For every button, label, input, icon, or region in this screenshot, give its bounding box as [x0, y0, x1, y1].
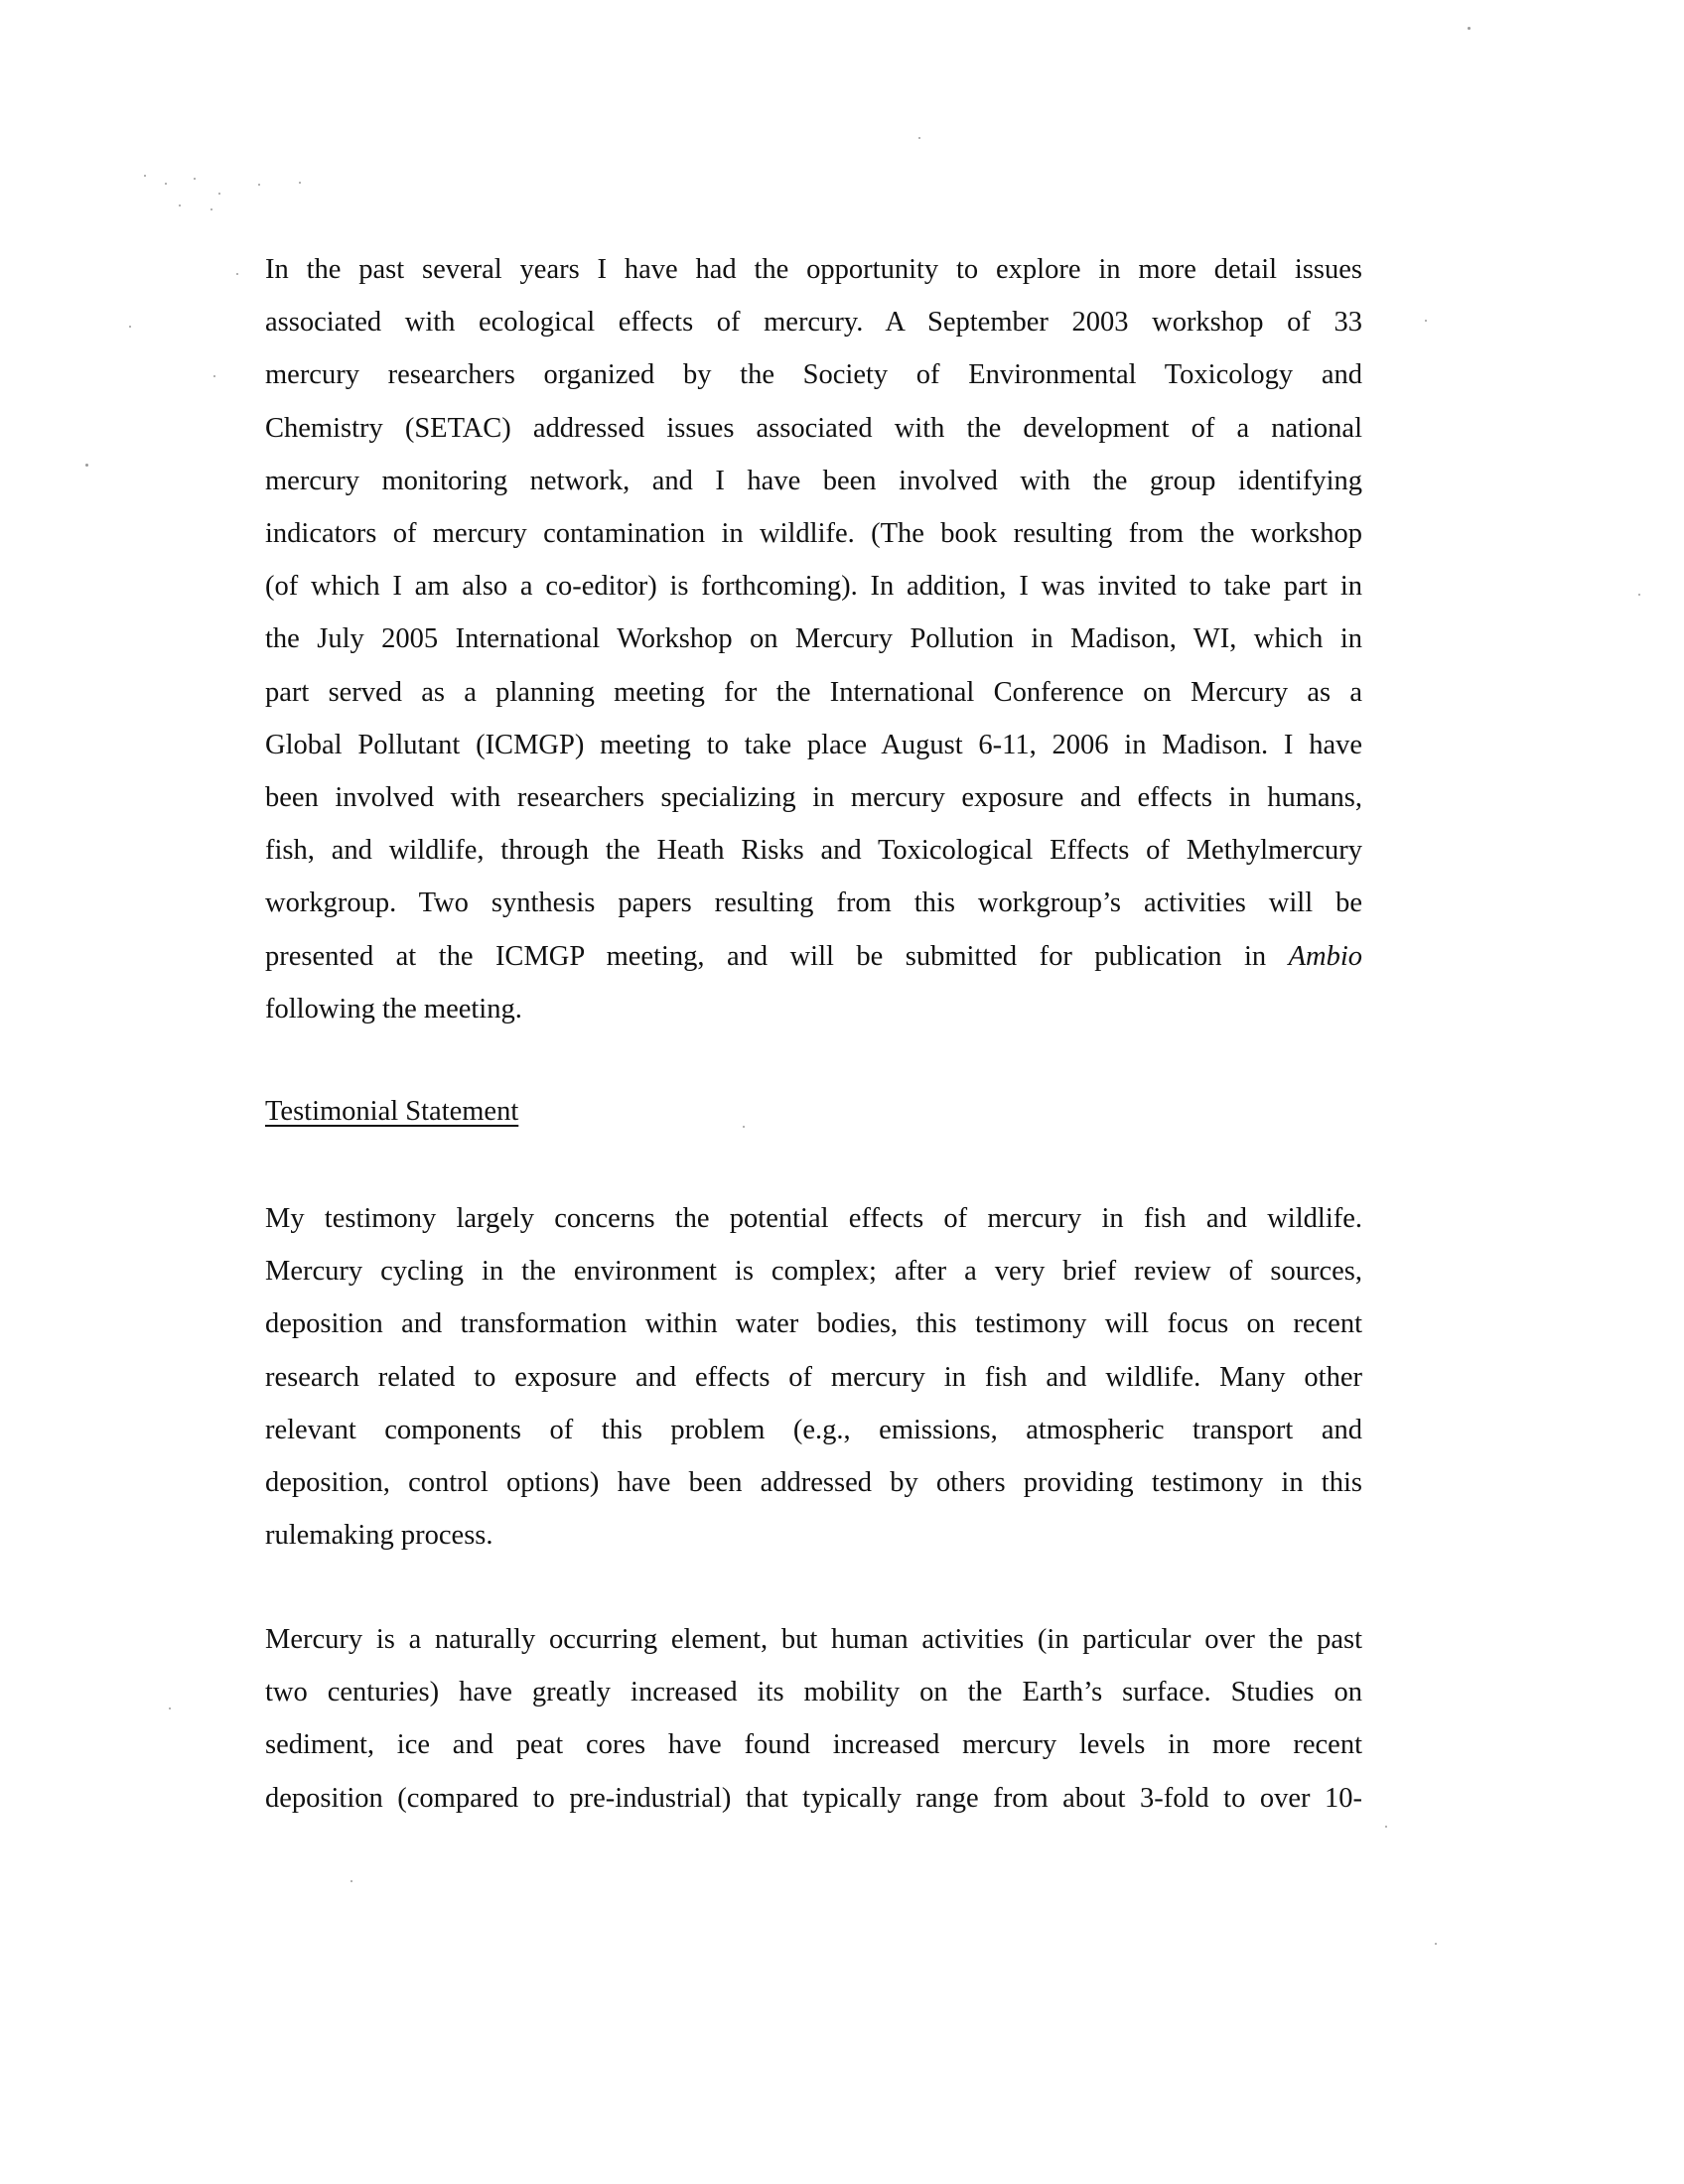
scan-speck	[144, 175, 146, 177]
paragraph-line: Mercury cycling in the environment is complex; after a very brief review of sources,	[265, 1256, 1362, 1288]
paragraph-background	[265, 243, 1362, 1035]
paragraph-line: sediment, ice and peat cores have found increased mercury levels in more recent	[265, 1729, 1362, 1761]
scan-speck	[236, 273, 238, 275]
scan-speck	[299, 182, 301, 184]
paragraph-line: two centuries) have greatly increased its mobility on the Earth’s surface. Studies on	[265, 1677, 1362, 1708]
line-text: presented at the ICMGP meeting, and will be submitted for publication in	[265, 940, 1267, 972]
scan-speck	[218, 193, 220, 195]
paragraph-line: deposition and transformation within water bodies, this testimony will focus on recent	[265, 1308, 1362, 1340]
journal-title: Ambio	[1288, 940, 1362, 972]
scan-speck	[743, 1126, 745, 1128]
paragraph-line: Chemistry (SETAC) addressed issues associated with the development of a national	[265, 412, 1362, 444]
scan-speck	[165, 183, 167, 185]
scan-speck	[918, 137, 920, 139]
paragraph-line: part served as a planning meeting for the International Conference on Mercury as a	[265, 676, 1362, 708]
scan-speck	[258, 184, 260, 186]
scan-speck	[169, 1707, 171, 1709]
paragraph-testimony	[265, 1192, 1362, 1562]
paragraph-line: My testimony largely concerns the potential effects of mercury in fish and wildlife.	[265, 1203, 1362, 1234]
paragraph-line: rulemaking process.	[265, 1520, 493, 1552]
scan-speck	[1385, 1826, 1387, 1828]
paragraph-line: deposition, control options) have been addressed by others providing testimony in this	[265, 1467, 1362, 1499]
paragraph-line: Global Pollutant (ICMGP) meeting to take place August 6-11, 2006 in Madison. I have	[265, 729, 1362, 760]
section-heading: Testimonial Statement	[265, 1096, 519, 1127]
scan-speck	[351, 1880, 352, 1882]
scan-speck	[85, 464, 88, 467]
paragraph-line: indicators of mercury contamination in wildlife. (The book resulting from the workshop	[265, 518, 1362, 550]
scan-speck	[1435, 1943, 1437, 1945]
scan-speck	[194, 178, 196, 180]
scan-speck	[210, 208, 212, 210]
scan-speck	[213, 375, 215, 377]
scan-speck	[129, 326, 131, 328]
paragraph-line: relevant components of this problem (e.g., emissions, atmospheric transport and	[265, 1414, 1362, 1445]
paragraph-line: deposition (compared to pre-industrial) that typically range from about 3-fold to over 10-	[265, 1782, 1362, 1814]
paragraph-line: mercury researchers organized by the Society of Environmental Toxicology and	[265, 359, 1362, 391]
paragraph-line: research related to exposure and effects of mercury in fish and wildlife. Many other	[265, 1361, 1362, 1393]
scan-speck	[1468, 27, 1471, 30]
paragraph-line: the July 2005 International Workshop on Mercury Pollution in Madison, WI, which in	[265, 623, 1362, 655]
paragraph-mercury-history	[265, 1613, 1362, 1825]
paragraph-line: fish, and wildlife, through the Heath Risks and Toxicological Effects of Methylmercury	[265, 835, 1362, 867]
scan-speck	[1638, 594, 1640, 596]
scan-speck	[1425, 320, 1427, 322]
scan-speck	[179, 205, 181, 206]
paragraph-line: been involved with researchers specializing in mercury exposure and effects in humans,	[265, 782, 1362, 814]
paragraph-line: workgroup. Two synthesis papers resulting from this workgroup’s activities will be	[265, 887, 1362, 919]
paragraph-line: Mercury is a naturally occurring element, but human activities (in particular over the past	[265, 1624, 1362, 1655]
paragraph-line: associated with ecological effects of mercury. A September 2003 workshop of 33	[265, 307, 1362, 339]
paragraph-line: mercury monitoring network, and I have been involved with the group identifying	[265, 465, 1362, 496]
paragraph-line: following the meeting.	[265, 993, 522, 1024]
paragraph-line: In the past several years I have had the opportunity to explore in more detail issues	[265, 254, 1362, 285]
paragraph-line: (of which I am also a co-editor) is forthcoming). In addition, I was invited to take part in	[265, 571, 1362, 603]
paragraph-line-with-journal	[265, 930, 1362, 983]
